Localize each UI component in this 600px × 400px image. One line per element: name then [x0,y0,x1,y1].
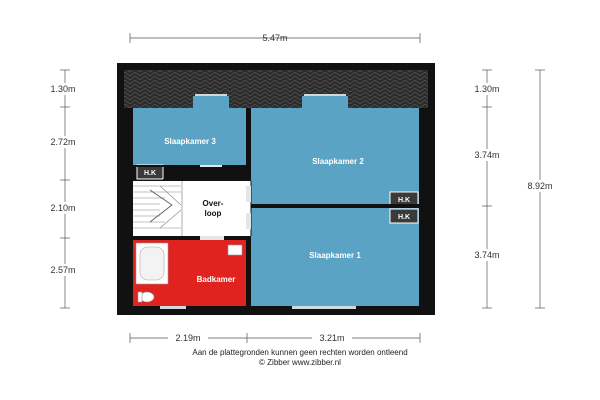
room-label-overloop-2: loop [204,209,222,218]
roof-tiles [124,70,428,108]
left-dim-1: 1.30m [50,84,76,94]
disclaimer-text: Aan de plattegronden kunnen geen rechten worden ontleend [192,348,408,357]
left-dim-2: 2.72m [50,137,76,147]
room-label-overloop-1: Over- [202,199,224,208]
dormer-right [302,96,348,110]
top-width-label: 5.47m [262,33,288,43]
left-dimensions [44,70,82,308]
right-inner-dim-2: 3.74m [474,150,500,160]
room-slaapkamer-2 [251,108,419,204]
room-label-slaapkamer-1: Slaapkamer 1 [309,251,361,260]
hk-label-right-2: H.K [397,214,411,221]
room-label-badkamer: Badkamer [196,275,236,284]
room-label-slaapkamer-2: Slaapkamer 2 [312,157,364,166]
door-slaapkamer-3 [200,165,222,167]
hk-label-left: H.K [143,170,157,177]
door-slaapkamer-1 [246,213,251,229]
window-slaapkamer-1 [292,306,356,309]
right-inner-dim-1: 1.30m [474,84,500,94]
door-badkamer [200,236,224,240]
right-inner-dimensions [467,70,507,308]
left-dim-3: 2.10m [50,203,76,213]
window-badkamer [160,306,186,309]
hk-label-right-1: H.K [397,197,411,204]
left-dim-4: 2.57m [50,265,76,275]
staircase [133,181,181,236]
top-dimension [130,33,420,43]
bottom-dim-2: 3.21m [319,333,345,343]
copyright-text: © Zibber www.zibber.nl [259,358,341,367]
right-total-label: 8.92m [527,181,553,191]
right-total-dimension [520,70,560,308]
door-slaapkamer-2 [246,186,251,202]
bottom-dim-1: 2.19m [175,333,201,343]
room-label-slaapkamer-3: Slaapkamer 3 [164,137,216,146]
bottom-dimensions [130,332,420,344]
sink [228,245,242,255]
dormer-left [193,96,229,110]
right-inner-dim-3: 3.74m [474,250,500,260]
